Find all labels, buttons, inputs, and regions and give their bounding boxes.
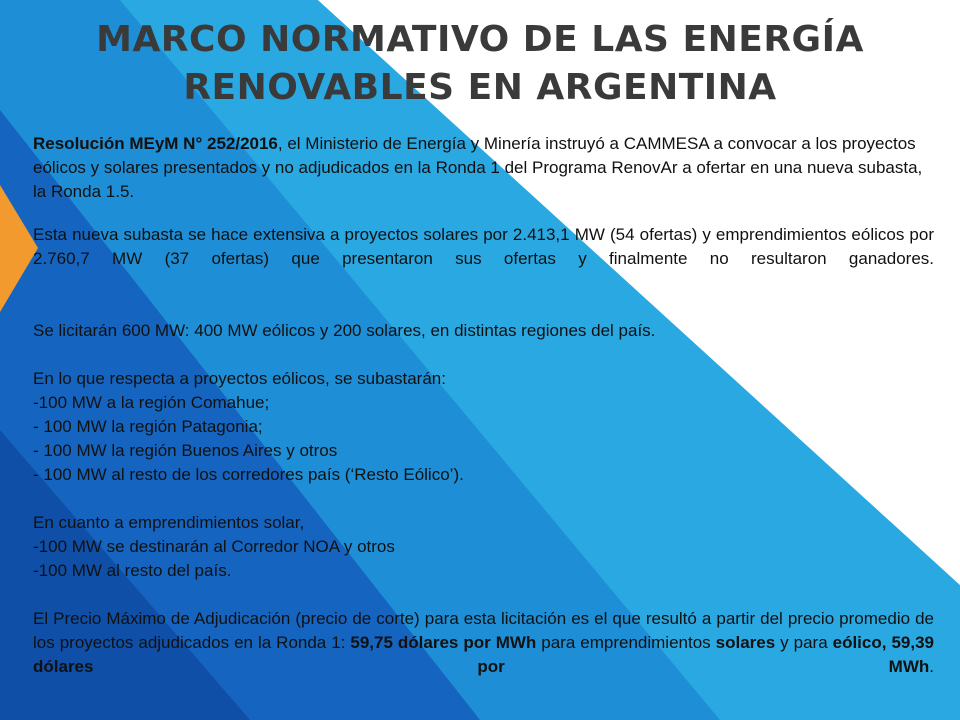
- precio-solares-word: solares: [715, 633, 776, 652]
- solar-item: -100 MW al resto del país.: [33, 561, 232, 580]
- precio-text: para emprendimientos: [536, 633, 716, 652]
- solar-intro: En cuanto a emprendimientos solar,: [33, 513, 305, 532]
- precio-solar-value: 59,75 dólares por MWh: [350, 633, 537, 652]
- extension-paragraph: Esta nueva subasta se hace extensiva a proyectos solares por 2.413,1 MW (54 ofertas) y emprendimientos eólicos por 2.760,7 MW (37 ofertas) que presentaron sus ofertas y finalmente no resultaron ganadores.: [33, 225, 934, 268]
- resolution-reference: Resolución MEyM N° 252/2016: [33, 134, 278, 153]
- main-content: [33, 223, 934, 703]
- slide-title-line2: RENOVABLES EN ARGENTINA: [183, 67, 777, 108]
- eolicos-item: - 100 MW al resto de los corredores país (‘Resto Eólico’).: [33, 465, 464, 484]
- intro-paragraph: [33, 132, 934, 204]
- slide-title-line1: MARCO NORMATIVO DE LAS ENERGÍA: [96, 19, 864, 60]
- eolicos-intro: En lo que respecta a proyectos eólicos, se subastarán:: [33, 369, 446, 388]
- eolicos-item: - 100 MW la región Buenos Aires y otros: [33, 441, 338, 460]
- precio-text: El Precio Máximo de Adjudicación (precio de corte) para esta licitación es el que resultó a partir del precio promedio de los proyectos adjudicados en la Ronda 1:: [33, 609, 934, 652]
- precio-text: .: [929, 657, 934, 676]
- licitaran-paragraph: Se licitarán 600 MW: 400 MW eólicos y 200 solares, en distintas regiones del país.: [33, 321, 656, 340]
- intro-text: , el Ministerio de Energía y Minería instruyó a CAMMESA a convocar a los proyectos eólicos y solares presentados y no adjudicados en la Ronda 1 del Programa RenovAr a ofertar en una nueva subasta, la Ronda 1.5.: [33, 134, 923, 201]
- eolicos-item: - 100 MW la región Patagonia;: [33, 417, 263, 436]
- precio-eolico-value: eólico, 59,39 dólares por MWh: [33, 633, 934, 676]
- solar-item: -100 MW se destinarán al Corredor NOA y otros: [33, 537, 395, 556]
- precio-text: y para: [775, 633, 833, 652]
- precio-paragraph: [33, 607, 934, 703]
- eolicos-item: -100 MW a la región Comahue;: [33, 393, 270, 412]
